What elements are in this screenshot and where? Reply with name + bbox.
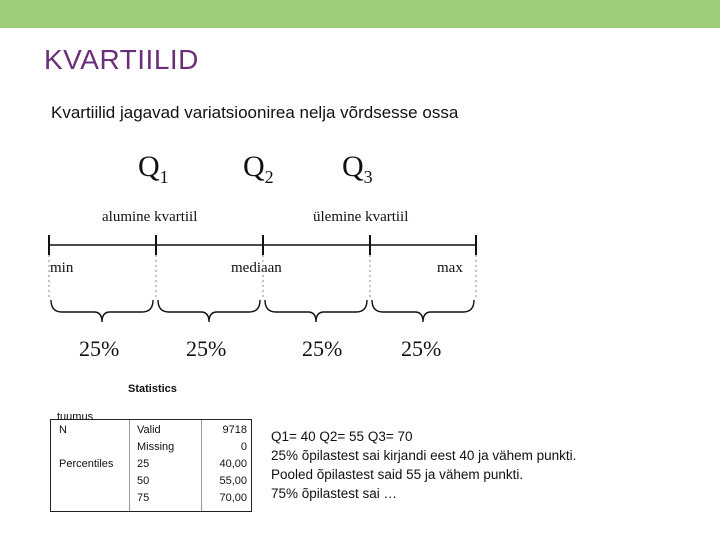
median-label: mediaan <box>231 260 282 276</box>
percent-label-1: 25% <box>79 336 120 361</box>
brace-1 <box>51 300 153 322</box>
table-row <box>51 456 251 473</box>
quartile-label-q3: $Q_3$ <box>342 150 373 187</box>
row-sub: 25 <box>137 458 150 470</box>
row-value: 9718 <box>222 424 247 436</box>
note-line: 75% õpilastest sai … <box>271 486 398 501</box>
row-value: 0 <box>240 441 247 453</box>
stats-variable-label: tuumus <box>57 411 94 423</box>
statistics-table <box>50 419 252 512</box>
max-label: max <box>437 260 463 276</box>
table-row <box>51 473 251 490</box>
slide-subtitle: Kvartiilid jagavad variatsioonirea nelja võrdsesse ossa <box>51 103 459 122</box>
brace-2 <box>158 300 260 322</box>
table-row <box>51 439 251 456</box>
note-line: 25% õpilastest sai kirjandi eest 40 ja vähem punkti. <box>271 448 577 463</box>
percent-label-2: 25% <box>186 336 227 361</box>
note-line: Q1= 40 Q2= 55 Q3= 70 <box>271 429 413 444</box>
row-label: N <box>59 424 67 436</box>
row-sub: 50 <box>137 475 150 487</box>
percent-label-3: 25% <box>302 336 343 361</box>
slide-title: KVARTIILID <box>44 44 199 75</box>
row-sub: 75 <box>137 492 150 504</box>
row-value: 70,00 <box>219 492 247 504</box>
quartile-label-q1: $Q_1$ <box>138 150 169 187</box>
stats-heading: Statistics <box>128 383 177 395</box>
table-row <box>51 490 251 507</box>
explanation-notes <box>271 427 576 503</box>
table-row <box>51 422 251 439</box>
percent-label-4: 25% <box>401 336 442 361</box>
quartile-label-q2: $Q_2$ <box>243 150 274 187</box>
row-value: 40,00 <box>219 458 247 470</box>
row-sub: Valid <box>137 424 161 436</box>
upper-quartile-label: ülemine kvartiil <box>313 209 409 225</box>
brace-4 <box>372 300 474 322</box>
row-label: Percentiles <box>59 458 114 470</box>
lower-quartile-label: alumine kvartiil <box>102 209 198 225</box>
row-value: 55,00 <box>219 475 247 487</box>
min-label: min <box>50 260 74 276</box>
row-sub: Missing <box>137 441 175 453</box>
note-line: Pooled õpilastest said 55 ja vähem punkti. <box>271 467 524 482</box>
brace-3 <box>265 300 367 322</box>
